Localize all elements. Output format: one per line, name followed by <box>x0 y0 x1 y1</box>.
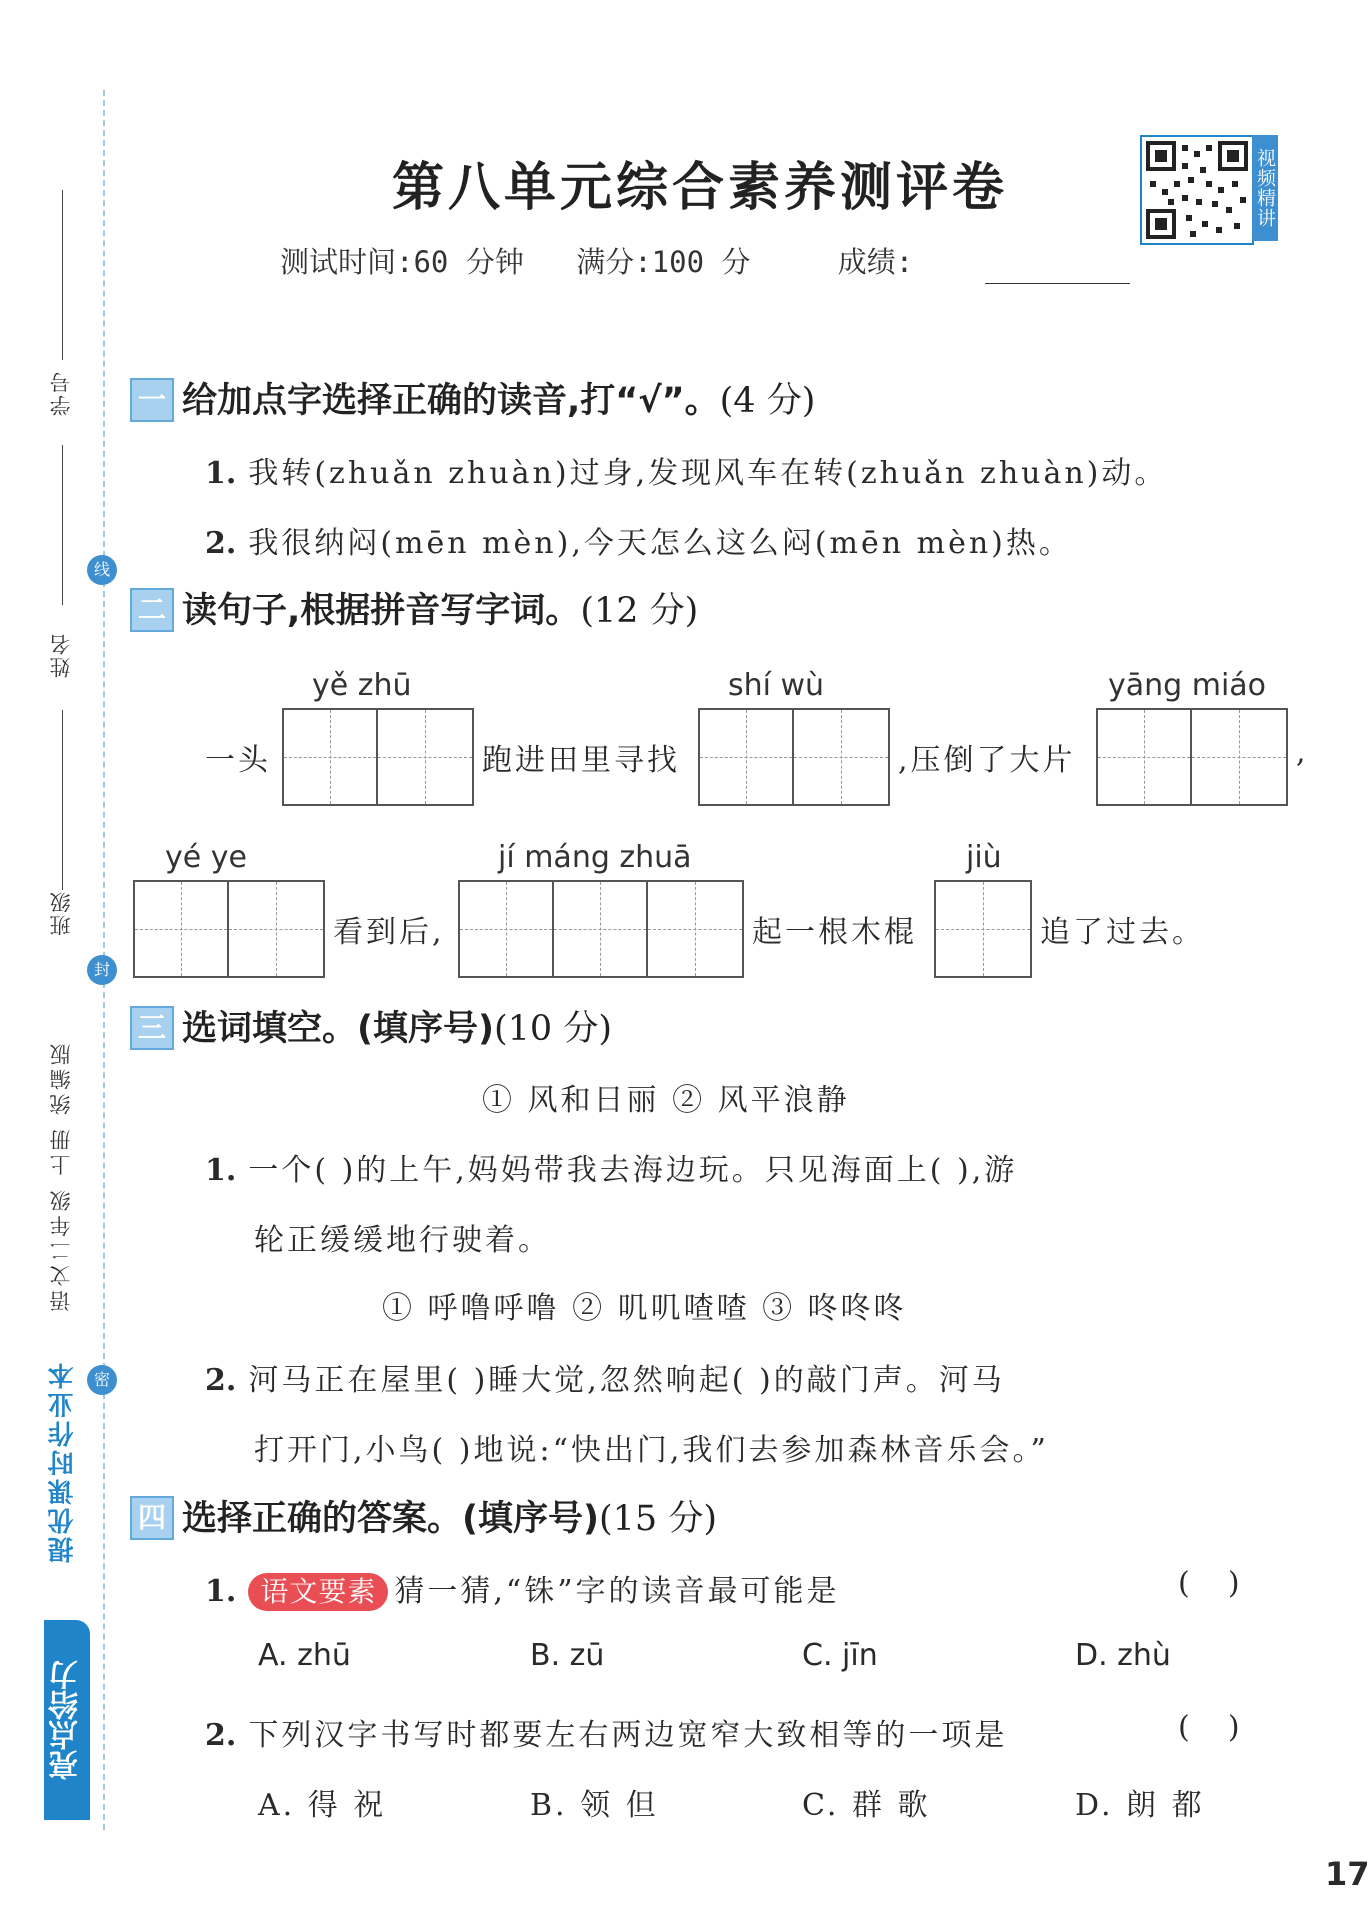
s1-question-2: 2. 我很纳闷(mēn mèn),今天怎么这么闷(mēn mèn)热。 <box>205 526 1072 561</box>
binding-dot-line: 线 <box>87 555 117 585</box>
s2-pinyin-jimangzhua: jí máng zhuā <box>498 840 692 875</box>
section-badge-4: 四 <box>130 1496 174 1540</box>
s3-question-1-cont: 轮正缓缓地行驶着。 <box>254 1223 551 1258</box>
student-no-blank-lower <box>62 445 63 605</box>
s4-q2-option-b: B. 领 但 <box>530 1788 659 1823</box>
s4-q2-option-d: D. 朗 都 <box>1075 1788 1205 1823</box>
s3-options-2: ① 呼噜呼噜 ② 叽叽喳喳 ③ 咚咚咚 <box>382 1291 907 1326</box>
brand-logo: 亮点给力 <box>44 1620 90 1820</box>
page-number: 17 <box>1325 1855 1370 1893</box>
s2-pinyin-yezhu: yě zhū <box>312 668 412 703</box>
s2-text-6: 起一根木棍 <box>752 915 917 950</box>
section-badge-3: 三 <box>130 1006 174 1050</box>
s2-answer-grid-yezhu[interactable] <box>282 708 474 806</box>
section-title-4: 选择正确的答案。(填序号)(15 分) <box>182 1499 717 1539</box>
s3-question-1: 1. 一个( )的上午,妈妈带我去海边玩。只见海面上( ),游 <box>205 1153 1018 1188</box>
course-info: 语文二年级 上册 统编版 <box>49 1040 73 1312</box>
s2-text-4: , <box>1296 735 1309 770</box>
s4-q1-option-b: B. zū <box>530 1638 605 1673</box>
skill-tag: 语文要素 <box>248 1573 388 1611</box>
s4-q1-answer-blank[interactable]: ( ) <box>1178 1566 1240 1601</box>
s2-answer-grid-shiwu[interactable] <box>698 708 890 806</box>
s3-question-2: 2. 河马正在屋里( )睡大觉,忽然响起( )的敲门声。河马 <box>205 1363 1005 1398</box>
page-title: 第八单元综合素养测评卷 <box>391 157 1008 218</box>
s2-pinyin-jiu: jiù <box>966 840 1002 875</box>
s2-text-2: 跑进田里寻找 <box>482 743 680 778</box>
exam-meta: 测试时间:60 分钟 满分:100 分 成绩: <box>280 245 914 279</box>
s2-text-7: 追了过去。 <box>1040 915 1205 950</box>
s2-answer-grid-yeye[interactable] <box>133 880 325 978</box>
s4-question-2: 2. 下列汉字书写时都要左右两边宽窄大致相等的一项是 <box>205 1718 1008 1753</box>
s4-q2-answer-blank[interactable]: ( ) <box>1178 1710 1240 1745</box>
s3-options-1: ① 风和日丽 ② 风平浪静 <box>482 1083 850 1118</box>
student-no-label: 学号 <box>49 370 73 416</box>
qr-code-icon[interactable] <box>1140 135 1254 245</box>
name-label: 姓名 <box>49 632 73 678</box>
section-title-1: 给加点字选择正确的读音,打“√”。(4 分) <box>182 381 816 421</box>
s4-q2-option-a: A. 得 祝 <box>258 1788 387 1823</box>
s4-question-1: 1. 语文要素 猜一猜,“铢”字的读音最可能是 <box>205 1574 840 1609</box>
s2-answer-grid-jimangzhua[interactable] <box>458 880 744 978</box>
section-title-2: 读句子,根据拼音写字词。(12 分) <box>182 591 699 631</box>
qr-video-label: 视频精讲 <box>1252 135 1278 241</box>
s4-q1-option-a: A. zhū <box>258 1638 351 1673</box>
s4-q1-option-d: D. zhù <box>1075 1638 1171 1673</box>
s2-pinyin-shiwu: shí wù <box>728 668 825 703</box>
binding-dot-seal: 封 <box>87 955 117 985</box>
s4-q1-option-c: C. jīn <box>802 1638 878 1673</box>
score-blank[interactable] <box>985 283 1130 284</box>
s2-text-3: ,压倒了大片 <box>898 743 1076 778</box>
s2-text-1: 一头 <box>205 743 271 778</box>
s4-q2-option-c: C. 群 歌 <box>802 1788 931 1823</box>
series-title: 提优课时作业本 <box>48 1360 78 1563</box>
section-badge-1: 一 <box>130 378 174 422</box>
s2-text-5: 看到后, <box>333 915 445 950</box>
s2-pinyin-yangmiao: yāng miáo <box>1108 668 1267 703</box>
s3-question-2-cont: 打开门,小鸟( )地说:“快出门,我们去参加森林音乐会。” <box>254 1433 1049 1468</box>
s2-answer-grid-jiu[interactable] <box>934 880 1032 978</box>
s2-pinyin-yeye: yé ye <box>165 840 247 875</box>
s2-answer-grid-yangmiao[interactable] <box>1096 708 1288 806</box>
binding-dot-secret: 密 <box>87 1365 117 1395</box>
name-blank <box>62 710 63 890</box>
student-no-blank <box>62 190 63 360</box>
section-title-3: 选词填空。(填序号)(10 分) <box>182 1009 612 1049</box>
s1-question-1: 1. 我转(zhuǎn zhuàn)过身,发现风车在转(zhuǎn zhuàn)动。 <box>205 456 1168 491</box>
class-label: 班级 <box>49 890 73 936</box>
section-badge-2: 二 <box>130 588 174 632</box>
